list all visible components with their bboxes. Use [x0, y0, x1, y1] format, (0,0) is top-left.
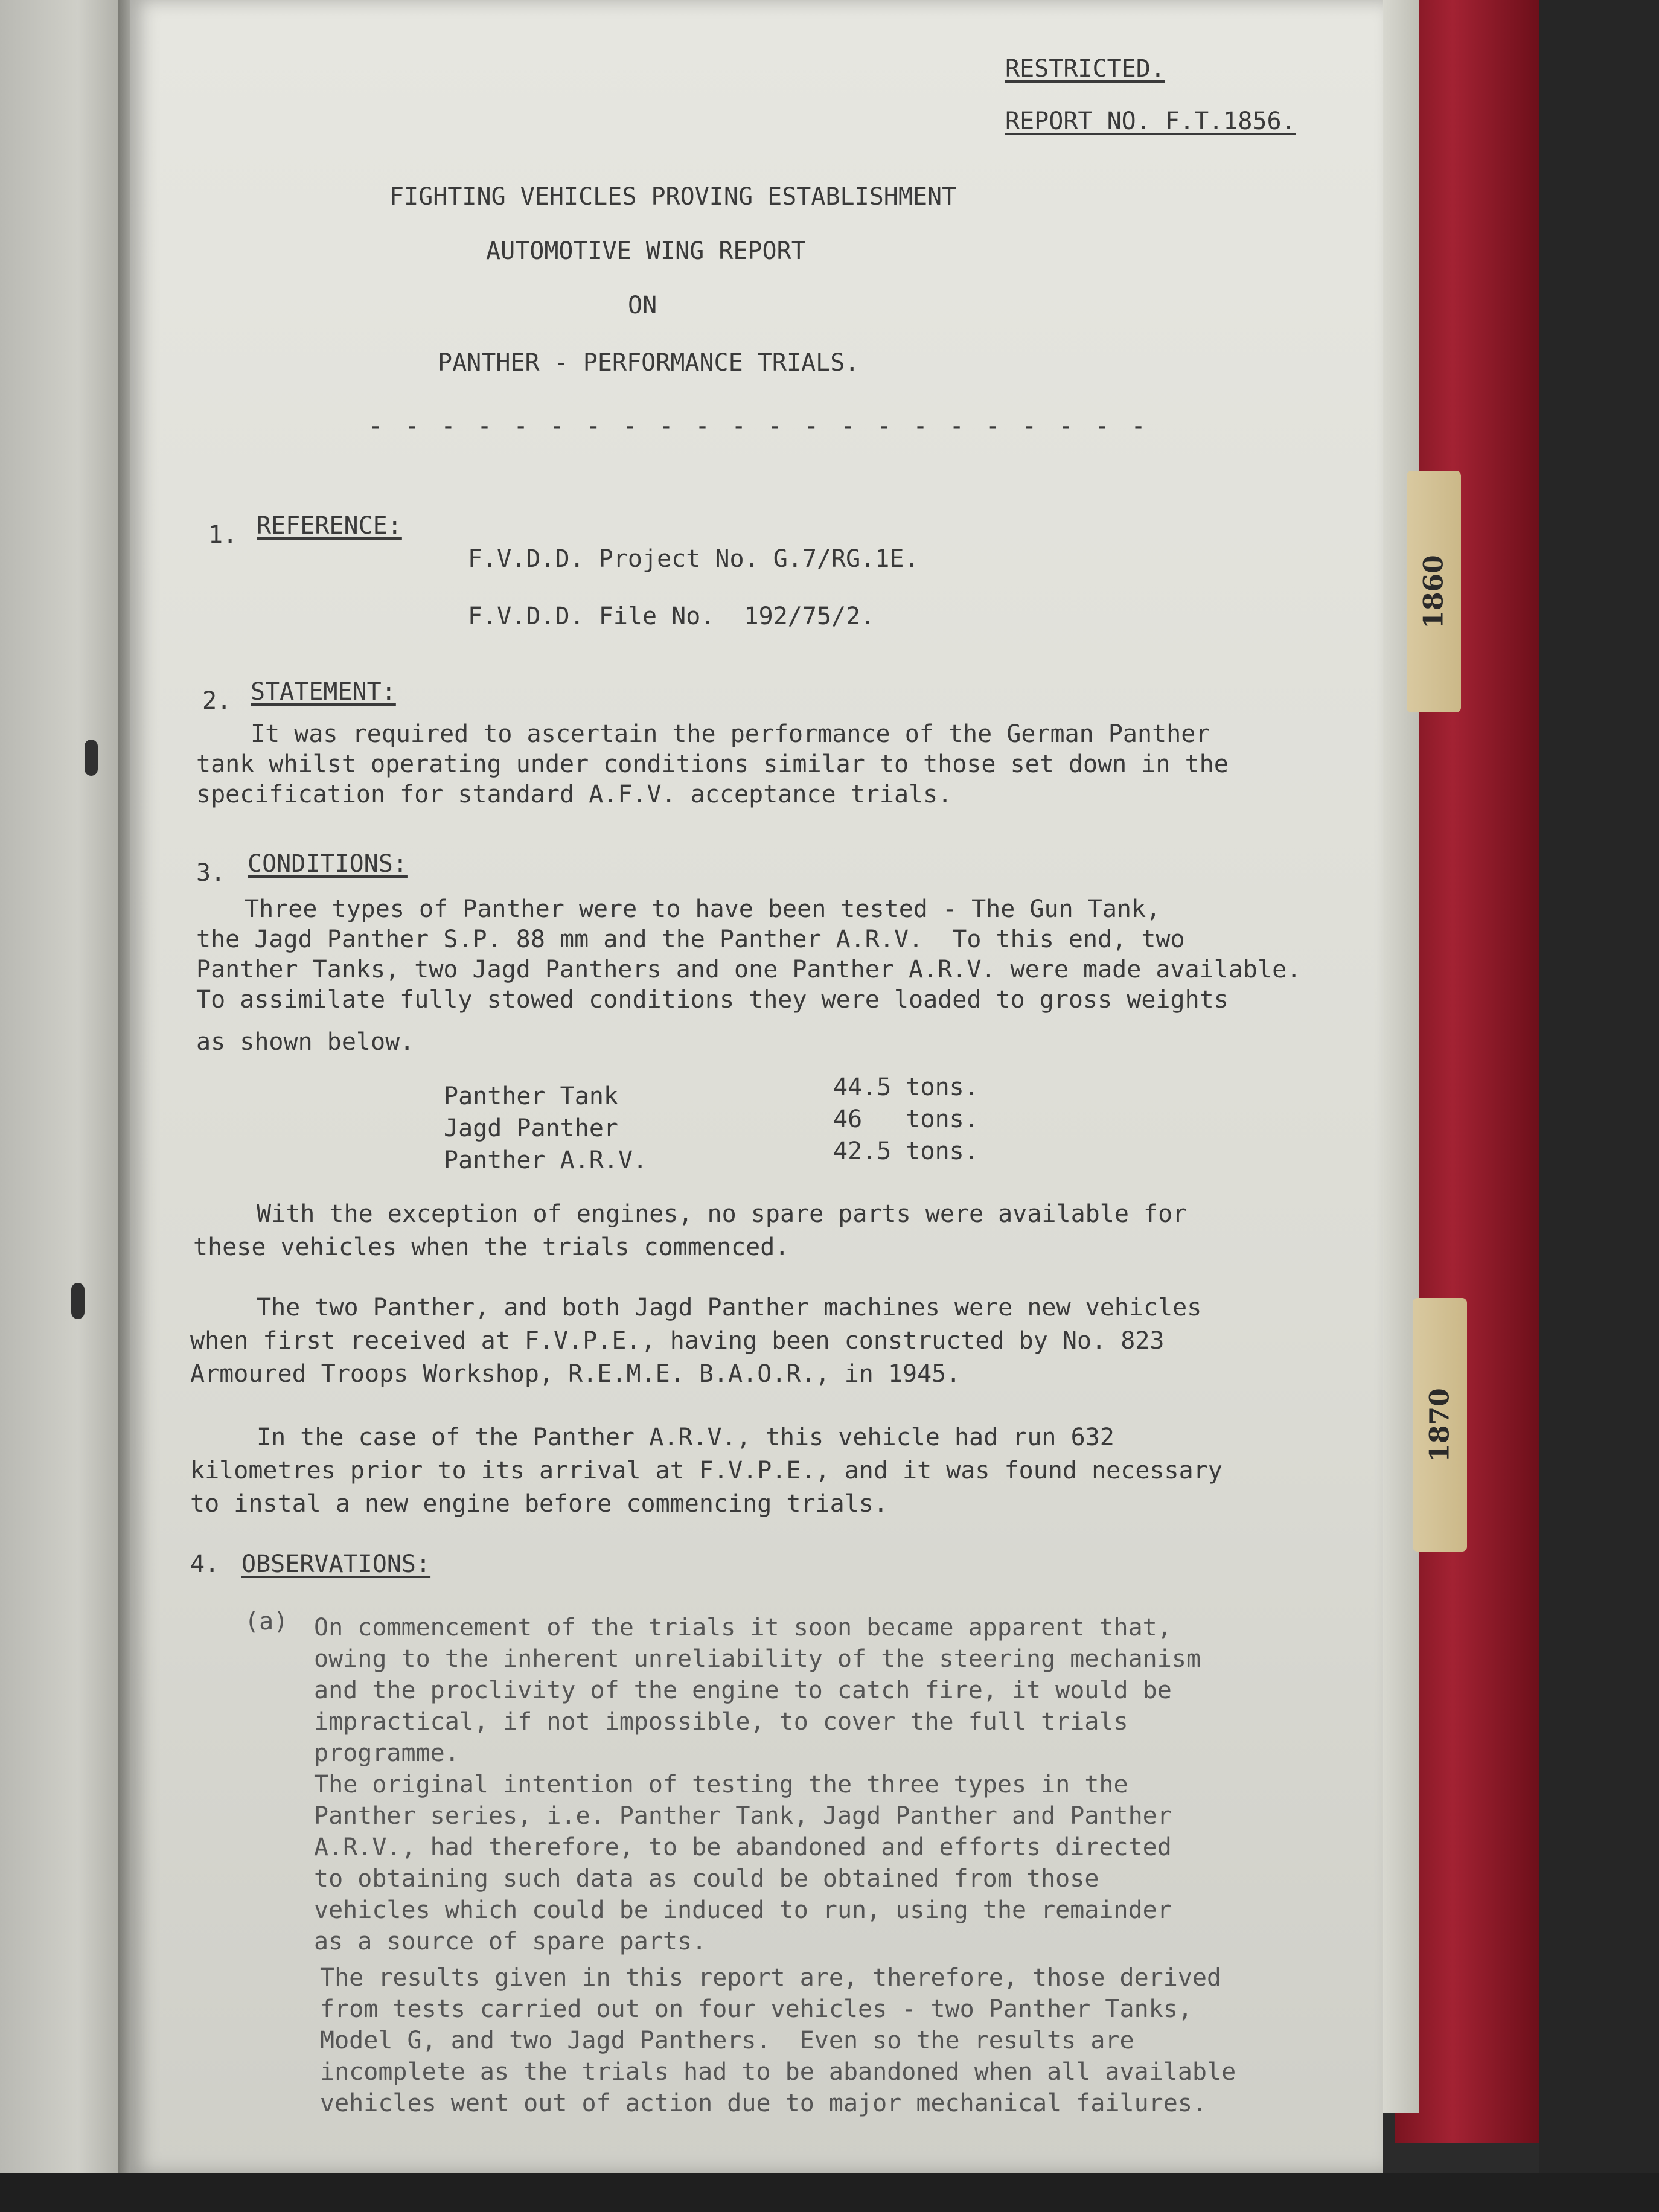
observation-line-10: vehicles which could be induced to run, using the remainder [314, 1896, 1172, 1924]
section-4-heading: OBSERVATIONS: [241, 1550, 431, 1578]
observation-line-12: The results given in this report are, therefore, those derived [320, 1964, 1222, 1992]
statement-line-1: It was required to ascertain the performance of the German Panther [251, 720, 1210, 748]
observation-line-14: Model G, and two Jagd Panthers. Even so the results are [320, 2027, 1134, 2054]
tab-label-1870: 1870 [1424, 1387, 1456, 1462]
reference-file: F.V.D.D. File No. 192/75/2. [468, 603, 875, 630]
report-number: REPORT NO. F.T.1856. [1005, 107, 1296, 135]
vehicles-line-2: when first received at F.V.P.E., having been constructed by No. 823 [190, 1327, 1165, 1355]
title-line-2: AUTOMOTIVE WING REPORT [486, 237, 806, 265]
observation-line-3: and the proclivity of the engine to catch fire, it would be [314, 1677, 1172, 1704]
observation-line-11: as a source of spare parts. [314, 1928, 707, 1955]
weight-value-2: 46 tons. [833, 1105, 979, 1133]
observation-line-1: On commencement of the trials it soon became apparent that, [314, 1614, 1172, 1641]
section-3-number: 3. [196, 859, 226, 887]
observation-line-7: Panther series, i.e. Panther Tank, Jagd Panther and Panther [314, 1802, 1172, 1830]
page-edges [1382, 0, 1419, 2113]
statement-line-2: tank whilst operating under conditions similar to those set down in the [196, 750, 1229, 778]
document-text [130, 0, 1382, 2173]
spares-line-1: With the exception of engines, no spare parts were available for [257, 1200, 1188, 1228]
observation-line-9: to obtaining such data as could be obtained from those [314, 1865, 1099, 1893]
classification-label: RESTRICTED. [1005, 55, 1165, 83]
section-3-heading: CONDITIONS: [248, 850, 408, 878]
arv-line-2: kilometres prior to its arrival at F.V.P.E., and it was found necessary [190, 1457, 1223, 1485]
observation-line-6: The original intention of testing the three types in the [314, 1771, 1128, 1798]
section-2-number: 2. [202, 687, 232, 715]
arv-line-1: In the case of the Panther A.R.V., this vehicle had run 632 [257, 1424, 1114, 1451]
background-bottom [0, 2173, 1659, 2212]
tab-label-1860: 1860 [1418, 554, 1450, 629]
observation-line-13: from tests carried out on four vehicles - two Panther Tanks, [320, 1995, 1192, 2023]
binder-hole-2 [71, 1283, 85, 1319]
observation-line-5: programme. [314, 1739, 459, 1767]
index-tab-1860[interactable] [1407, 471, 1461, 712]
title-line-3: ON [628, 292, 657, 319]
binder-hole-1 [85, 740, 98, 776]
section-1-heading: REFERENCE: [257, 512, 402, 540]
section-1-number: 1. [208, 521, 238, 549]
vehicles-line-1: The two Panther, and both Jagd Panther machines were new vehicles [257, 1294, 1202, 1322]
index-tab-1870[interactable] [1413, 1298, 1467, 1552]
title-line-1: FIGHTING VEHICLES PROVING ESTABLISHMENT [389, 183, 957, 211]
section-2-heading: STATEMENT: [251, 678, 396, 706]
observation-line-15: incomplete as the trials had to be abandoned when all available [320, 2058, 1236, 2086]
reference-project: F.V.D.D. Project No. G.7/RG.1E. [468, 545, 919, 573]
observation-line-2: owing to the inherent unreliability of the steering mechanism [314, 1645, 1201, 1673]
weight-vehicle-1: Panther Tank [444, 1082, 618, 1110]
weight-value-1: 44.5 tons. [833, 1073, 979, 1101]
title-rule: - - - - - - - - - - - - - - - - - - - - - - [368, 412, 1149, 440]
arv-line-3: to instal a new engine before commencing trials. [190, 1490, 888, 1518]
section-4-number: 4. [190, 1550, 220, 1578]
conditions-line-4: To assimilate fully stowed conditions they were loaded to gross weights [196, 986, 1229, 1014]
conditions-line-3: Panther Tanks, two Jagd Panthers and one Panther A.R.V. were made available. [196, 956, 1302, 983]
conditions-line-2: the Jagd Panther S.P. 88 mm and the Panther A.R.V. To this end, two [196, 925, 1185, 953]
observation-line-16: vehicles went out of action due to major mechanical failures. [320, 2089, 1207, 2117]
weight-vehicle-2: Jagd Panther [444, 1114, 618, 1142]
spares-line-2: these vehicles when the trials commenced. [193, 1233, 790, 1261]
observation-item-label: (a) [245, 1608, 289, 1635]
vehicles-line-3: Armoured Troops Workshop, R.E.M.E. B.A.O.R., in 1945. [190, 1360, 961, 1388]
conditions-line-1: Three types of Panther were to have been tested - The Gun Tank, [245, 895, 1161, 923]
conditions-line-5: as shown below. [196, 1028, 415, 1056]
observation-line-4: impractical, if not impossible, to cover the full trials [314, 1708, 1128, 1736]
left-facing-page [0, 0, 130, 2173]
weight-value-3: 42.5 tons. [833, 1137, 979, 1165]
observation-line-8: A.R.V., had therefore, to be abandoned and efforts directed [314, 1833, 1172, 1861]
statement-line-3: specification for standard A.F.V. acceptance trials. [196, 781, 953, 808]
background-right [1539, 0, 1659, 2212]
weight-vehicle-3: Panther A.R.V. [444, 1146, 648, 1174]
title-line-4: PANTHER - PERFORMANCE TRIALS. [438, 349, 860, 377]
